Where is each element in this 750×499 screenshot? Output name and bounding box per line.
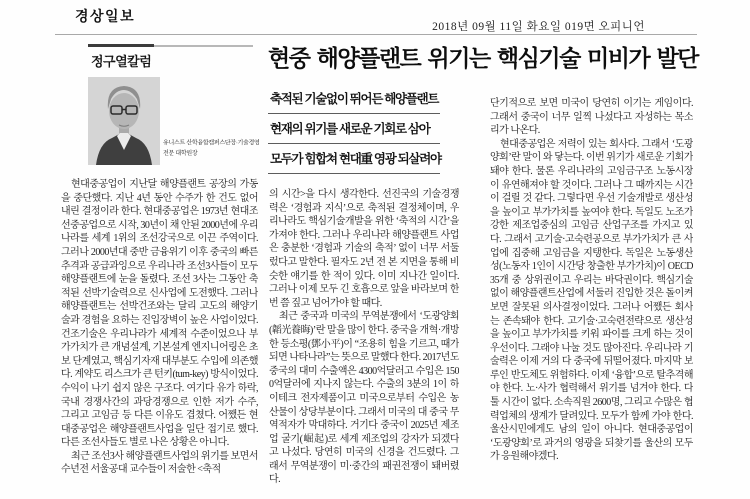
paragraph: 최근 중국과 미국의 무역분쟁에서 ‘도광양회(韜光養晦)’란 말을 많이 한다. 중국을 개혁·개방한 등소평(鄧小平)이 “조용히 힘을 기르고, 때가 되면 나타나라”는 뜻으로 말했다 한다. 2017년도 중국의 대미 수출액은 4300억달러고 수입은 1500억달러에 지나지 않는다. 수출의 3분의 1이 하이테크 전자제품이고 미국으로부터 수입은 농산물이 상당부분이다. 그래서 미국의 대 중국 무역적자가 막대하다. 거기다 중국이 2025년 제조업 굴기(崛起)로 세계 제조업의 강자가 되겠다고 나섰다. 당연히 미국의 신경을 건드렸다. 그래서 무역분쟁이 미·중간의 패권전쟁이 돼버렸다. xyxy=(269,311,459,486)
headline: 현중 해양플랜트 위기는 핵심기술 미비가 발단 xyxy=(268,46,698,71)
paragraph: 최근 조선3사 해양플랜트사업의 위기를 보면서 수년전 서울공대 교수들이 저술한 <축적 xyxy=(61,450,258,476)
body-column-1 xyxy=(61,178,258,499)
body-column-3 xyxy=(490,97,693,499)
photo-caption xyxy=(163,138,260,158)
paragraph: 현대중공업이 지난달 해양플랜트 공장의 가동을 중단했다. 지난 4년 동안 수주가 한 건도 없어 내린 결정이라 한다. 현대중공업은 1973년 현대조선중공업으로 시작, 30년이 채 안된 2000년에 우리나라를 세계 1위의 조선강국으로 이끈 주역이다. 그러나 2000년대 중반 금융위기 이후 중국의 빠른 추격과 공급과잉으로 우리나라 조선3사들이 모두 해양플랜트에 눈을 돌렸다. 조선 3사는 그동안 축적된 선박기술력으로 신사업에 도전했다. 그러나 해양플랜트는 선박건조와는 달리 고도의 해양기술과 경험을 요하는 진입장벽이 높은 사업이었다. 건조기술은 우리나라가 세계적 수준이었으나 부가가치가 큰 개념설계, 기본설계 엔지니어링은 초보 단계였고, 핵심기자재 대부분도 수입에 의존했다. 계약도 리스크가 큰 턴키(turn-key) 방식이었다. 수익이 나기 쉽지 않은 구조다. 여기다 유가 하락, 국내 경쟁사간의 과당경쟁으로 인한 저가 수주, 그리고 고임금 등 다른 이유도 겹쳤다. 어쨌든 현대중공업은 해양플랜트사업을 일단 접기로 했다. 다른 조선사들도 별로 나은 상황은 아니다. xyxy=(61,179,258,449)
subheads xyxy=(268,92,440,182)
photo-caption-line2: 전문 대학원장 xyxy=(163,150,198,157)
column-box-rule-dark xyxy=(88,44,154,47)
subhead-3: 모두가 힘합쳐 현대重 영광 되살려야 xyxy=(268,152,440,174)
author-photo xyxy=(88,77,160,165)
paragraph: 현대중공업은 저력이 있는 회사다. 그래서 ‘도광양회’란 말이 와 닿는다. 이번 위기가 새로운 기회가 돼야 한다. 물론 우리나라의 고임금구조 노동시장이 유연해져야 할 것이다. 그러나 그 때까지는 시간이 걸릴 것 같다. 그렇다면 우선 기술개발로 생산성을 높이고 부가가치를 높여야 한다. 독일도 노조가 강한 제조업중심의 고임금 산업구조를 가지고 있다. 그래서 고기술·고숙련공으로 부가가치가 큰 사업에 집중해 고임금을 지탱한다. 독일은 노동생산성(노동자 1인이 시간당 창출한 부가가치)이 OECD 35개 중 상위권이고 우리는 바닥권이다. 핵심기술없이 해양플랜트산업에 서둘러 진입한 것은 돌이켜 보면 잘못된 의사결정이었다. 그러나 어쨌든 회사는 존속돼야 한다. 고기술·고숙련전략으로 생산성을 높이고 부가가치를 키워 파이를 크게 하는 것이 우선이다. 그래야 나눌 것도 많아진다. 우리나라 기술력은 이제 거의 다 중국에 뒤떨어졌다. 마지막 보루인 반도체도 위험하다. 이제 ‘융합’으로 탈추격해야 한다. 노·사가 협력해서 위기를 넘겨야 한다. 다툴 시간이 없다. 소속직원 2600명, 그리고 수많은 협력업체의 생계가 달려있다. 모두가 함께 가야 한다. 울산시민에게도 남의 일이 아니다. 현대중공업이 ‘도광양회’로 과거의 영광을 되찾기를 울산의 모두가 응원해야겠다. xyxy=(490,138,693,463)
paragraph: 의 시간>을 다시 생각한다. 선진국의 기술경쟁력은 ‘경험과 지식’으로 축적된 결정체이며, 우리나라도 핵심기술개발을 위한 ‘축적의 시간’을 가져야 한다. 그러나 우리나라 해양플랜트 사업은 충분한 ‘경험과 기술의 축적’ 없이 너무 서둘렀다고 말한다. 필자도 2년 전 본 지면을 통해 비슷한 얘기를 한 적이 있다. 이미 지나간 일이다. 그러나 이제 모두 긴 호흡으로 앞을 바라보며 한번 쯤 짚고 넘어가야 할 때다. xyxy=(269,189,459,309)
column-box-rule-light xyxy=(154,45,253,47)
masthead-title: 경상일보 xyxy=(75,8,136,24)
column-label: 정구열칼럼 xyxy=(91,54,152,69)
body-column-2 xyxy=(269,188,459,499)
dateline: 2018년 09월 11일 화요일 019면 오피니언 xyxy=(432,21,645,33)
portrait-face xyxy=(109,93,139,129)
subhead-1: 축적된 기술없이 뛰어든 해양플랜트 xyxy=(268,92,440,114)
paragraph: 단기적으로 보면 미국이 당연히 이기는 게임이다. 그래서 중국이 너무 일찍 나섰다고 자성하는 목소리가 나온다. xyxy=(490,98,693,137)
photo-caption-line1: 유니스트 산학융합캠퍼스단장·기술경영 xyxy=(163,139,260,147)
top-divider xyxy=(55,34,697,35)
subhead-2: 현재의 위기를 새로운 기회로 삼아 xyxy=(268,122,440,144)
